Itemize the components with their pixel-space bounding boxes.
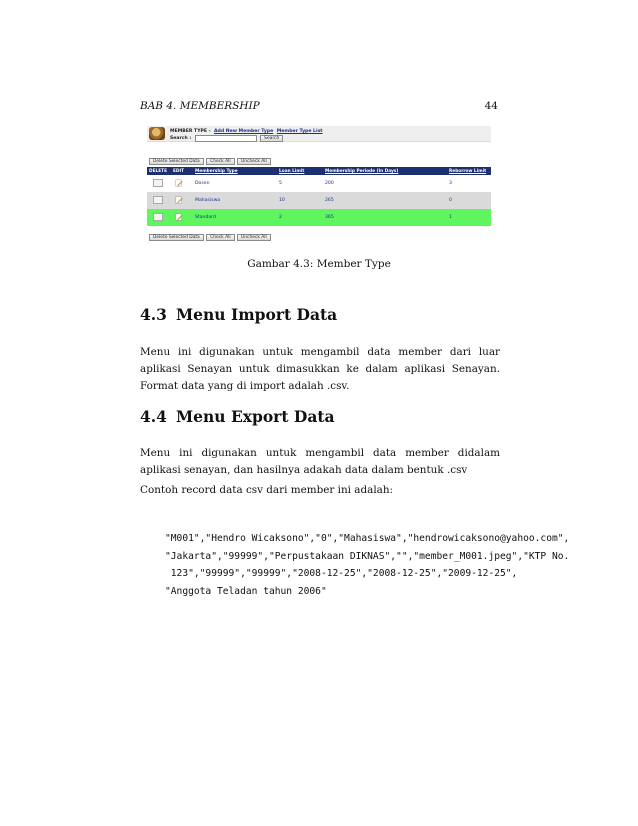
delete-cell — [147, 175, 171, 192]
code-line: "Anggota Teladan tahun 2006" — [165, 585, 327, 597]
search-row — [170, 135, 283, 142]
column-header-delete: DELETE — [147, 167, 171, 175]
column-header-loan-limit[interactable]: Loan Limit — [277, 167, 323, 175]
table-row — [147, 192, 491, 209]
table-row — [147, 175, 491, 192]
add-member-type-link[interactable]: Add New Member Type — [214, 129, 274, 134]
loan-limit-cell: 5 — [277, 175, 323, 192]
csv-code-block — [165, 530, 570, 600]
periode-cell: 265 — [323, 192, 447, 209]
screenshot-topbar — [147, 126, 491, 142]
edit-cell — [171, 209, 193, 226]
membership-type-cell: Standard — [193, 209, 277, 226]
column-header-periode[interactable]: Membership Periode (In Days) — [323, 167, 447, 175]
page-number: 44 — [484, 100, 498, 112]
section-heading-export — [140, 407, 335, 426]
edit-cell — [171, 192, 193, 209]
member-type-screenshot — [147, 126, 491, 244]
paragraph: Menu ini digunakan untuk mengambil data member dari luar aplikasi Senayan untuk dimasukkan ke dalam aplikasi Senayan. Format data yang di import adalah .csv. — [140, 346, 500, 392]
table-header-row — [147, 167, 491, 175]
reborrow-cell: 0 — [447, 192, 491, 209]
section-title: Menu Export Data — [176, 407, 335, 426]
running-header — [140, 100, 498, 114]
check-all-button[interactable]: Check All — [206, 158, 234, 165]
reborrow-cell: 1 — [447, 209, 491, 226]
pencil-edit-icon[interactable] — [175, 179, 183, 187]
check-all-button[interactable]: Check All — [206, 234, 234, 241]
section-heading-import — [140, 305, 337, 324]
logo-icon — [149, 127, 165, 140]
column-header-reborrow[interactable]: Reborrow Limit — [447, 167, 491, 175]
table-row — [147, 209, 491, 226]
code-line: "M001","Hendro Wicaksono","0","Mahasiswa","hendrowicaksono@yahoo.com", — [165, 533, 570, 544]
search-label: Search : — [170, 136, 192, 141]
delete-selected-button[interactable]: Delete Selected Data — [149, 234, 204, 241]
pencil-edit-icon[interactable] — [175, 196, 183, 204]
search-button[interactable]: Search — [260, 135, 283, 142]
edit-cell — [171, 175, 193, 192]
action-bar-bottom — [148, 234, 271, 241]
reborrow-cell: 3 — [447, 175, 491, 192]
column-header-edit: EDIT — [171, 167, 193, 175]
delete-checkbox[interactable] — [153, 179, 163, 187]
column-header-membership-type[interactable]: Membership Type — [193, 167, 277, 175]
loan-limit-cell: 2 — [277, 209, 323, 226]
member-type-table — [147, 167, 491, 226]
nav-bar — [170, 129, 323, 134]
delete-checkbox[interactable] — [153, 196, 163, 204]
uncheck-all-button[interactable]: Uncheck All — [237, 158, 271, 165]
code-line: 123","99999","99999","2008-12-25","2008-12-25","2009-12-25", — [165, 568, 518, 579]
delete-checkbox[interactable] — [153, 213, 163, 221]
delete-selected-button[interactable]: Delete Selected Data — [149, 158, 204, 165]
pencil-edit-icon[interactable] — [175, 213, 183, 221]
uncheck-all-button[interactable]: Uncheck All — [237, 234, 271, 241]
membership-type-cell: Mahasiswa — [193, 192, 277, 209]
section-title: Menu Import Data — [176, 305, 338, 324]
paragraph: Menu ini digunakan untuk mengambil data member didalam aplikasi senayan, dan hasilnya adakah data dalam bentuk .csv — [140, 447, 500, 476]
delete-cell — [147, 192, 171, 209]
chapter-title: BAB 4. MEMBERSHIP — [140, 100, 260, 112]
action-bar-top — [148, 158, 271, 165]
search-input[interactable] — [195, 135, 257, 142]
figure-caption: Gambar 4.3: Member Type — [247, 258, 391, 270]
member-type-list-link[interactable]: Member Type List — [276, 129, 323, 134]
periode-cell: 200 — [323, 175, 447, 192]
delete-cell — [147, 209, 171, 226]
periode-cell: 365 — [323, 209, 447, 226]
nav-title: MEMBER TYPE - — [170, 129, 211, 134]
code-line: "Jakarta","99999","Perpustakaan DIKNAS","","member_M001.jpeg","KTP No. — [165, 550, 570, 562]
section-number: 4.4 — [140, 407, 167, 426]
membership-type-cell: Dosen — [193, 175, 277, 192]
paragraph: Contoh record data csv dari member ini adalah: — [140, 484, 394, 496]
loan-limit-cell: 10 — [277, 192, 323, 209]
section-number: 4.3 — [140, 305, 167, 324]
